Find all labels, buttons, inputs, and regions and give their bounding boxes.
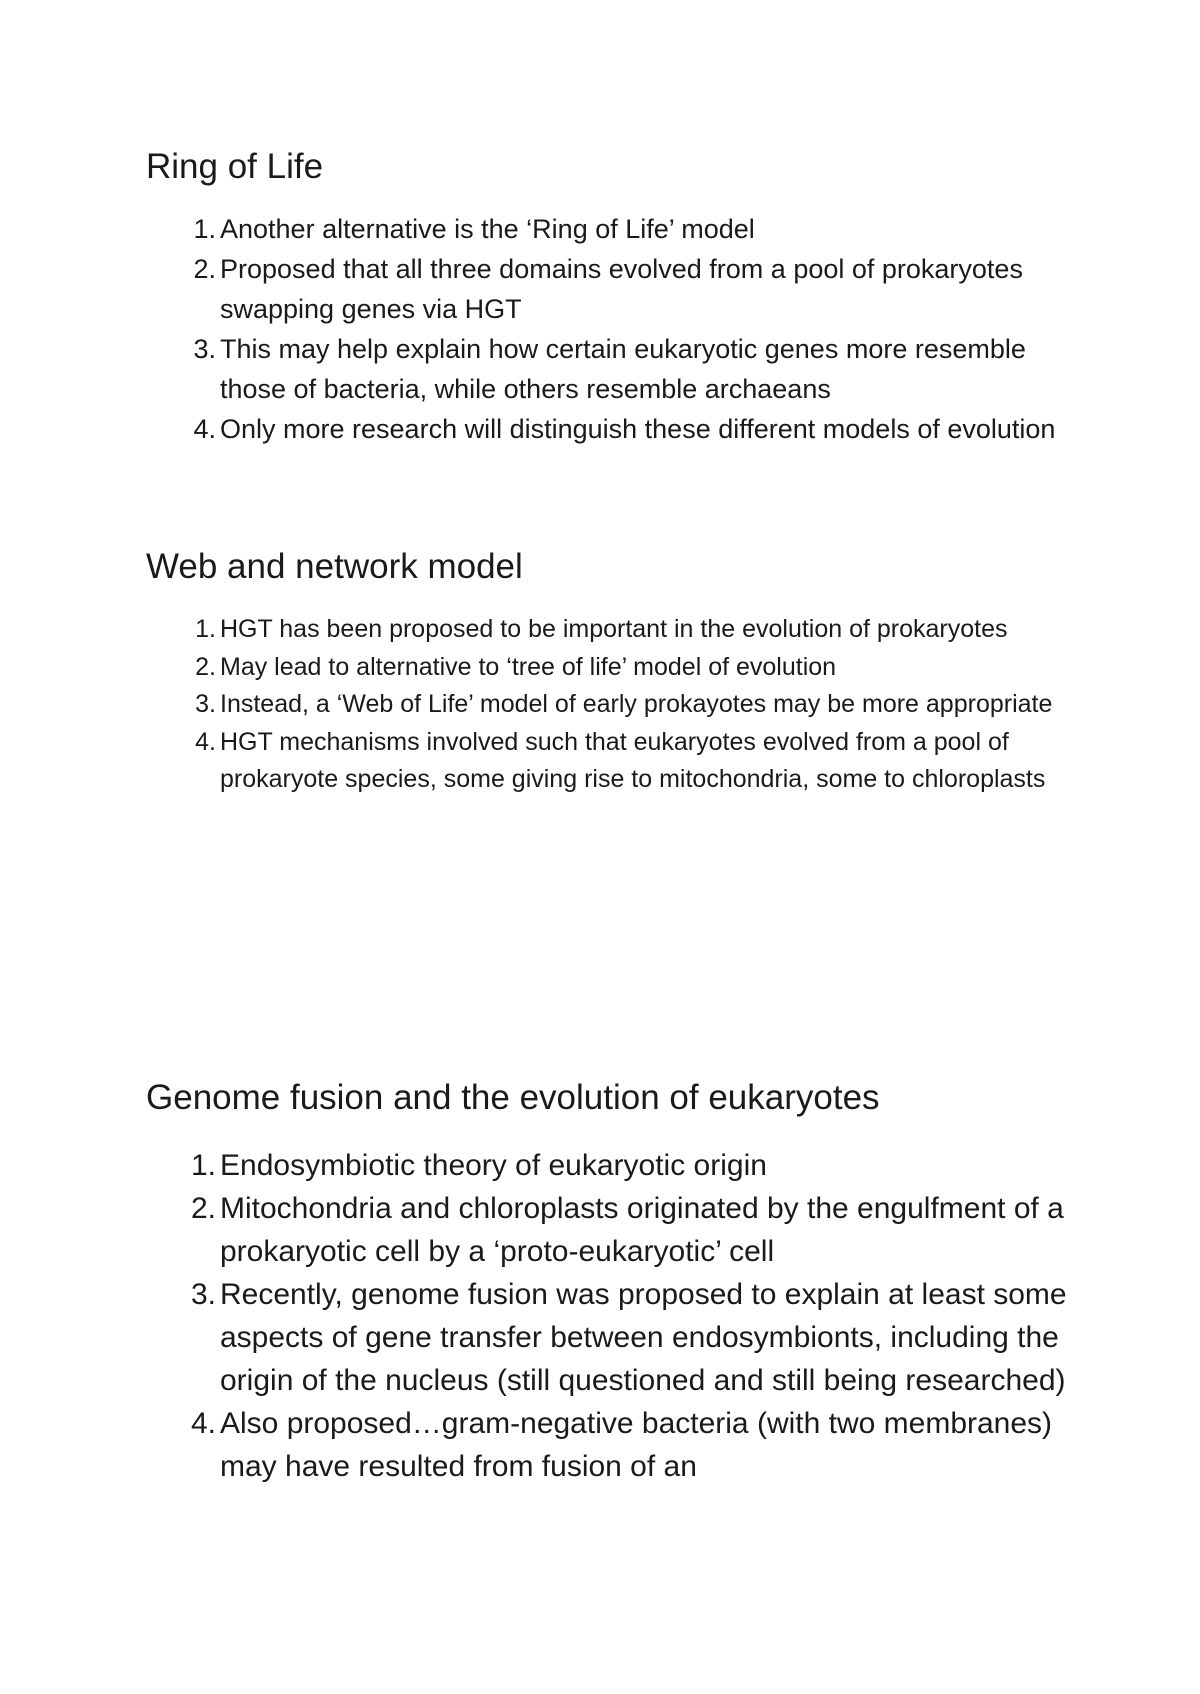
section-genome-fusion bbox=[146, 1076, 1086, 1488]
section-heading: Ring of Life bbox=[146, 147, 324, 186]
list-item bbox=[146, 686, 1086, 724]
list-item-text: Recently, genome fusion was proposed to explain at least some aspects of gene transfer between endosymbionts, including the origin of the nucleus (still questioned and still being researched) bbox=[220, 1278, 1067, 1397]
list-item bbox=[146, 249, 1086, 329]
list-item bbox=[146, 611, 1086, 649]
list-number: 1. bbox=[193, 214, 216, 244]
list-item-text: Another alternative is the ‘Ring of Life’ model bbox=[220, 214, 755, 244]
list-number: 4. bbox=[193, 414, 216, 444]
list-item bbox=[146, 1144, 1086, 1187]
list-item-text: HGT mechanisms involved such that eukaryotes evolved from a pool of prokaryote species, some giving rise to mitochondria, some to chloroplasts bbox=[220, 727, 1046, 793]
numbered-list bbox=[146, 611, 1086, 799]
list-item-text: HGT has been proposed to be important in the evolution of prokaryotes bbox=[220, 615, 1008, 643]
list-number: 3. bbox=[195, 690, 216, 718]
section-web-and-network-model bbox=[146, 545, 1086, 799]
numbered-list bbox=[146, 1144, 1086, 1488]
list-item-text: This may help explain how certain eukaryotic genes more resemble those of bacteria, while others resemble archaeans bbox=[220, 334, 1026, 404]
list-item bbox=[146, 209, 1086, 249]
list-item bbox=[146, 724, 1086, 799]
list-number: 4. bbox=[195, 727, 216, 756]
list-item-text: Only more research will distinguish these different models of evolution bbox=[220, 414, 1056, 444]
list-number: 2. bbox=[193, 254, 216, 284]
list-item bbox=[146, 649, 1086, 687]
list-item bbox=[146, 329, 1086, 409]
section-heading: Web and network model bbox=[146, 547, 523, 586]
list-item-text: Also proposed…gram-negative bacteria (with two membranes) may have resulted from fusion of an bbox=[220, 1407, 1053, 1483]
list-item-text: Instead, a ‘Web of Life’ model of early prokayotes may be more appropriate bbox=[220, 690, 1053, 718]
section-ring-of-life bbox=[146, 145, 1086, 449]
list-number: 3. bbox=[193, 334, 216, 364]
list-number: 1. bbox=[195, 615, 216, 643]
list-item bbox=[146, 1187, 1086, 1273]
list-item-text: Mitochondria and chloroplasts originated by the engulfment of a prokaryotic cell by a ‘proto-eukaryotic’ cell bbox=[220, 1192, 1064, 1268]
section-heading: Genome fusion and the evolution of eukaryotes bbox=[146, 1078, 880, 1117]
list-item-text: May lead to alternative to ‘tree of life’ model of evolution bbox=[220, 652, 837, 681]
list-item bbox=[146, 409, 1086, 449]
list-number: 3. bbox=[190, 1278, 216, 1311]
list-item-text: Endosymbiotic theory of eukaryotic origin bbox=[220, 1149, 767, 1182]
list-item-text: Proposed that all three domains evolved from a pool of prokaryotes swapping genes via HGT bbox=[220, 254, 1023, 324]
list-number: 1. bbox=[190, 1149, 216, 1182]
list-number: 4. bbox=[190, 1407, 216, 1440]
list-number: 2. bbox=[195, 652, 216, 681]
list-number: 2. bbox=[190, 1192, 216, 1225]
list-item bbox=[146, 1402, 1086, 1488]
list-item bbox=[146, 1273, 1086, 1402]
numbered-list bbox=[146, 209, 1086, 449]
